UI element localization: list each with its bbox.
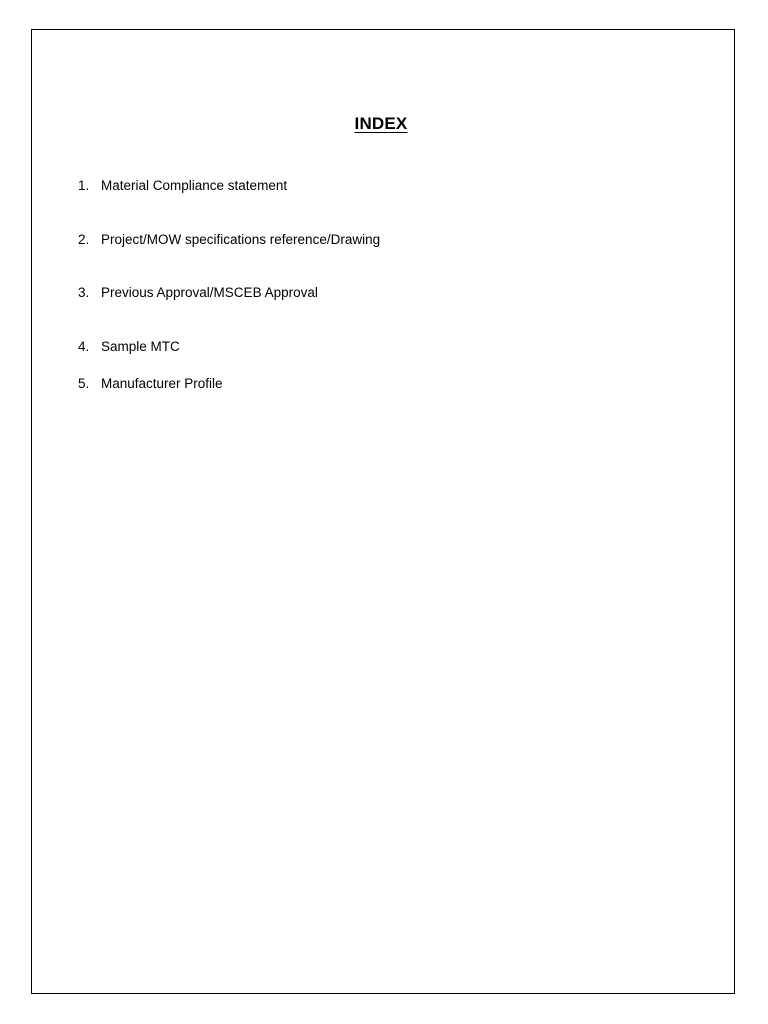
index-item-3 [78,284,318,302]
item-label: Sample MTC [101,339,180,354]
item-label: Manufacturer Profile [101,376,223,391]
index-item-4 [78,338,180,356]
item-number: 1. [78,178,90,193]
page-border [31,29,735,994]
index-item-2 [78,231,380,249]
index-item-5 [78,375,223,393]
index-item-1 [78,177,287,195]
page-title: INDEX [354,114,408,133]
item-label: Material Compliance statement [101,178,288,193]
item-number: 4. [78,339,90,354]
item-number: 3. [78,285,90,300]
item-number: 5. [78,376,90,391]
item-label: Project/MOW specifications reference/Drawing [101,232,381,247]
item-number: 2. [78,232,90,247]
item-label: Previous Approval/MSCEB Approval [101,285,318,300]
